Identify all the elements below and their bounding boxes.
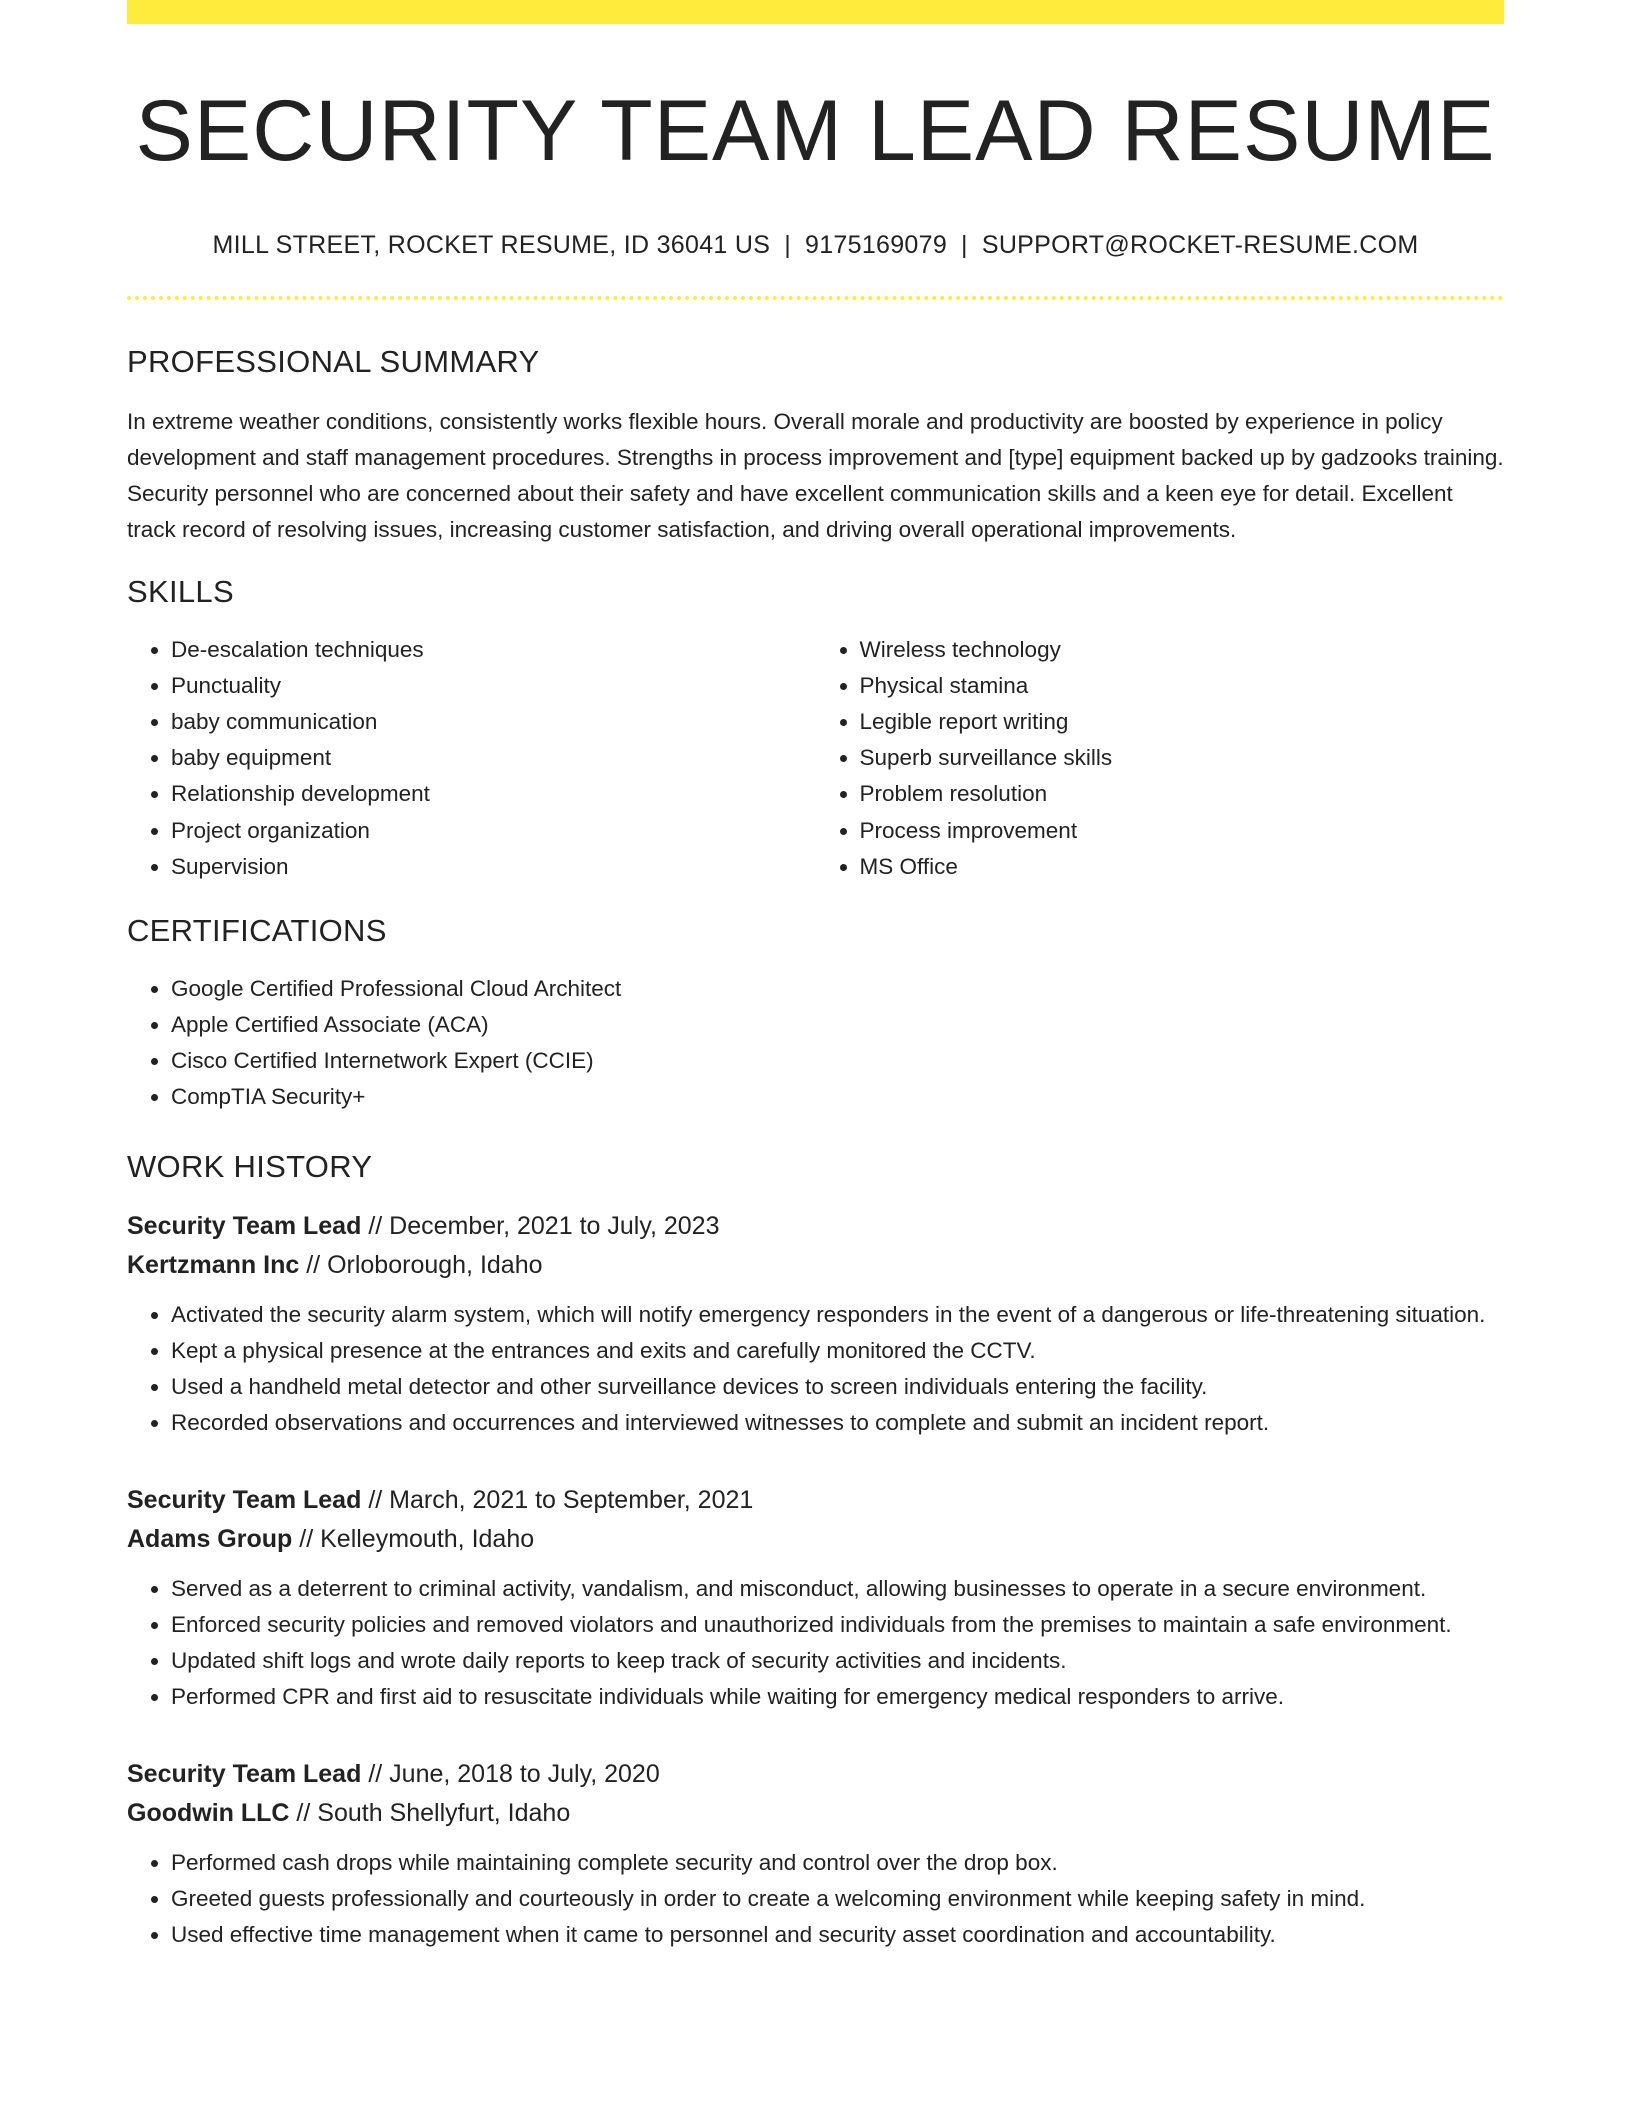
job-dates: December, 2021 to July, 2023 — [389, 1212, 720, 1241]
job-company: Kertzmann Inc — [127, 1251, 300, 1280]
skills-heading: SKILLS — [127, 573, 234, 609]
job-bullet: • Performed CPR and first aid to resuscitate individuals while waiting for emergency medical responders to arrive. — [171, 1679, 1504, 1715]
skill-item: • Punctuality — [171, 668, 816, 704]
skill-item: • Process improvement — [860, 813, 1505, 849]
skill-item: • Superb surveillance skills — [860, 740, 1505, 776]
job-role: Security Team Lead — [127, 1212, 362, 1241]
job-bullet: • Kept a physical presence at the entrances and exits and carefully monitored the CCTV. — [171, 1333, 1504, 1369]
skill-item: • Supervision — [171, 849, 816, 885]
job-role: Security Team Lead — [127, 1760, 362, 1789]
job-location: Kelleymouth, Idaho — [320, 1525, 535, 1554]
job-separator: // — [368, 1760, 383, 1789]
skills-columns — [127, 632, 1504, 885]
summary-text: In extreme weather conditions, consistently works flexible hours. Overall morale and productivity are boosted by experience in policy development and staff management procedures. Strengths in process improvement and [type] equipment backed up by gadzooks training. Security personnel who are concerned about their safety and have excellent communication skills and a keen eye for detail. Excellent track record of resolving issues, increasing customer satisfaction, and driving overall operational improvements. — [127, 408, 1504, 542]
skill-item: • Relationship development — [171, 776, 816, 812]
skills-list-right — [816, 632, 1505, 885]
job-location: South Shellyfurt, Idaho — [317, 1799, 571, 1828]
job-entry — [127, 1207, 1504, 1441]
job-separator: // — [306, 1251, 321, 1280]
job-entry — [127, 1755, 1504, 1953]
job-company-line — [127, 1246, 1504, 1285]
skill-item: • baby communication — [171, 704, 816, 740]
job-location: Orloborough, Idaho — [327, 1251, 543, 1280]
contact-email: SUPPORT@ROCKET-RESUME.COM — [981, 230, 1419, 259]
skill-item: • Physical stamina — [860, 668, 1505, 704]
job-bullet: • Used a handheld metal detector and other surveillance devices to screen individuals entering the facility. — [171, 1369, 1504, 1405]
skill-item: • Project organization — [171, 813, 816, 849]
job-separator: // — [299, 1525, 314, 1554]
job-separator: // — [368, 1486, 383, 1515]
certifications-heading: CERTIFICATIONS — [127, 913, 387, 949]
contact-separator: | — [784, 230, 791, 259]
skill-item: • Problem resolution — [860, 776, 1505, 812]
job-bullet: • Greeted guests professionally and courteously in order to create a welcoming environment while keeping safety in mind. — [171, 1881, 1504, 1917]
job-company: Adams Group — [127, 1525, 293, 1554]
dotted-divider — [127, 296, 1504, 300]
skill-item: • MS Office — [860, 849, 1505, 885]
resume-title: SECURITY TEAM LEAD RESUME — [135, 83, 1496, 179]
job-bullet: • Activated the security alarm system, which will notify emergency responders in the event of a dangerous or life-threatening situation. — [171, 1297, 1504, 1333]
job-separator: // — [296, 1799, 311, 1828]
job-separator: // — [368, 1212, 383, 1241]
accent-top-bar — [127, 0, 1504, 24]
job-dates: March, 2021 to September, 2021 — [389, 1486, 754, 1515]
certification-item: • Apple Certified Associate (ACA) — [171, 1007, 1504, 1043]
job-company: Goodwin LLC — [127, 1799, 290, 1828]
skills-list-left — [127, 632, 816, 885]
job-bullets — [127, 1297, 1504, 1441]
certifications-list — [127, 971, 1504, 1115]
skill-item: • Wireless technology — [860, 632, 1505, 668]
job-bullet: • Served as a deterrent to criminal activity, vandalism, and misconduct, allowing businesses to operate in a secure environment. — [171, 1571, 1504, 1607]
job-bullet: • Updated shift logs and wrote daily reports to keep track of security activities and incidents. — [171, 1643, 1504, 1679]
job-entry — [127, 1481, 1504, 1715]
job-role-line — [127, 1755, 1504, 1794]
job-dates: June, 2018 to July, 2020 — [389, 1760, 660, 1789]
job-role-line — [127, 1207, 1504, 1246]
job-company-line — [127, 1520, 1504, 1559]
skill-item: • De-escalation techniques — [171, 632, 816, 668]
skill-item: • Legible report writing — [860, 704, 1505, 740]
job-bullet: • Recorded observations and occurrences and interviewed witnesses to complete and submit an incident report. — [171, 1405, 1504, 1441]
job-role-line — [127, 1481, 1504, 1520]
job-role: Security Team Lead — [127, 1486, 362, 1515]
contact-separator: | — [961, 230, 968, 259]
contact-phone: 9175169079 — [805, 230, 948, 259]
contact-address: MILL STREET, ROCKET RESUME, ID 36041 US — [212, 230, 771, 259]
certification-item: • CompTIA Security+ — [171, 1079, 1504, 1115]
skill-item: • baby equipment — [171, 740, 816, 776]
work-history-heading: WORK HISTORY — [127, 1149, 373, 1185]
job-bullet: • Enforced security policies and removed violators and unauthorized individuals from the premises to maintain a safe environment. — [171, 1607, 1504, 1643]
resume-page — [127, 0, 1504, 1953]
job-bullets — [127, 1571, 1504, 1715]
summary-heading: PROFESSIONAL SUMMARY — [127, 343, 540, 379]
job-bullet: • Used effective time management when it came to personnel and security asset coordination and accountability. — [171, 1917, 1504, 1953]
job-bullet: • Performed cash drops while maintaining complete security and control over the drop box. — [171, 1845, 1504, 1881]
job-bullets — [127, 1845, 1504, 1953]
certification-item: • Google Certified Professional Cloud Architect — [171, 971, 1504, 1007]
certification-item: • Cisco Certified Internetwork Expert (CCIE) — [171, 1043, 1504, 1079]
contact-line — [127, 231, 1504, 260]
job-company-line — [127, 1794, 1504, 1833]
